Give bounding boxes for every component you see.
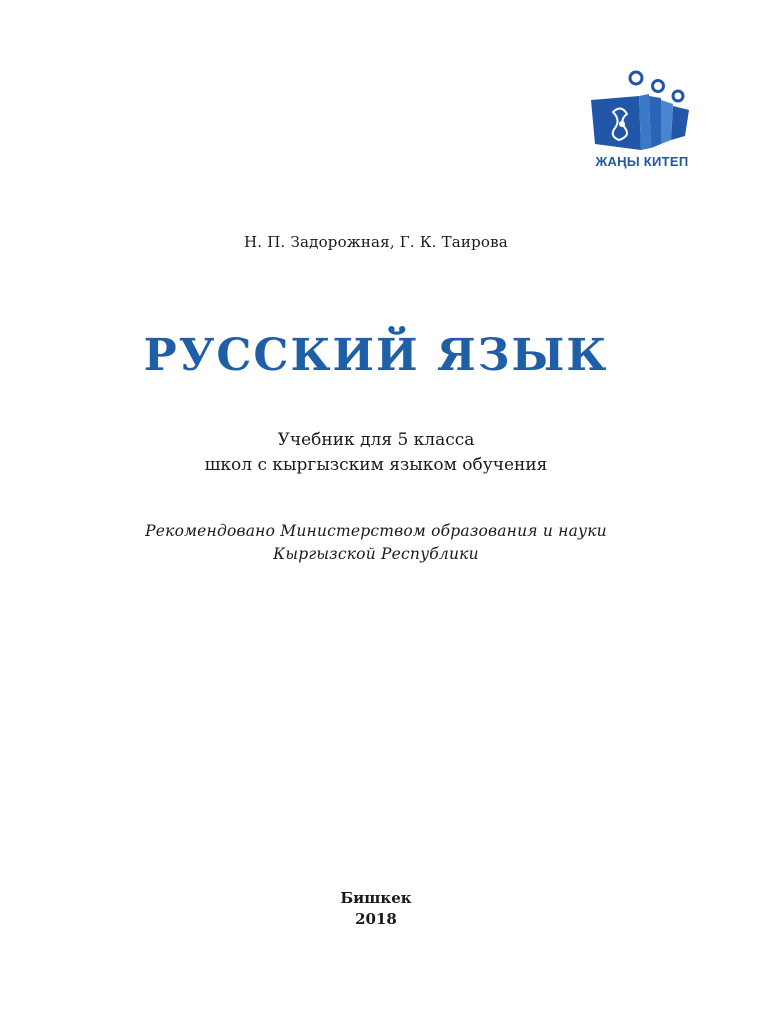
subtitle-line-2: школ с кыргызским языком обучения (204, 455, 548, 475)
recommendation-line-1: Рекомендовано Министерством образования и науки (145, 522, 607, 540)
subtitle-line-1: Учебник для 5 класса (277, 430, 475, 450)
book-subtitle (0, 428, 752, 478)
publisher-name: ЖАҢЫ КИТЕП (595, 154, 689, 169)
publisher-book-people-icon (589, 66, 693, 154)
publisher-logo (583, 66, 701, 178)
imprint (0, 888, 752, 930)
book-title: РУССКИЙ ЯЗЫК (143, 330, 609, 381)
imprint-year: 2018 (355, 910, 397, 928)
authors: Н. П. Задорожная, Г. К. Таирова (244, 233, 508, 251)
recommendation-line-2: Кыргызской Республики (273, 545, 479, 563)
imprint-city: Бишкек (340, 889, 412, 907)
recommendation-note (0, 520, 752, 566)
